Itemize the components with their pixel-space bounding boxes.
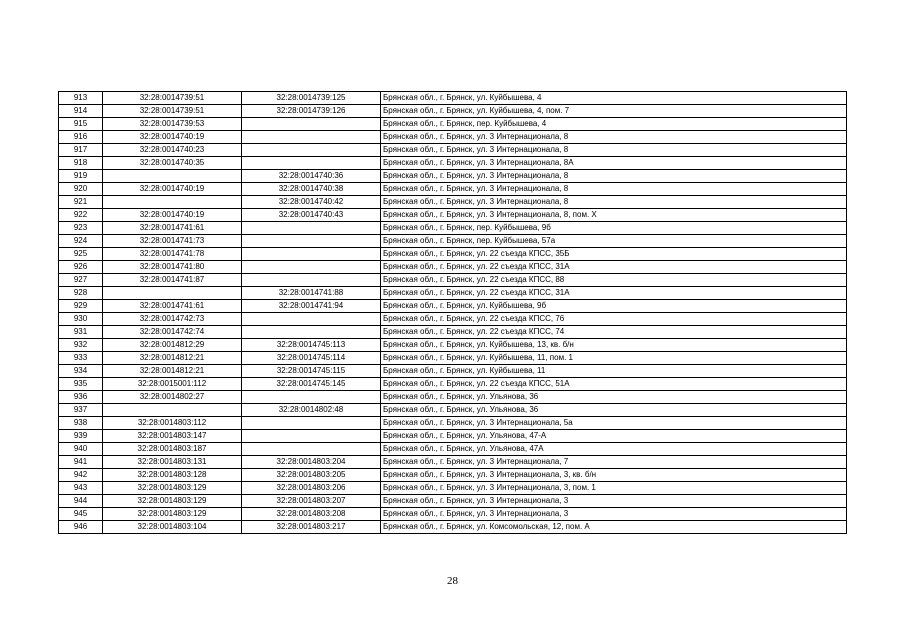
row-number-cell: 928 [59, 287, 103, 300]
building-cadastral-cell: 32:28:0014803:204 [242, 456, 381, 469]
table-row [59, 274, 847, 287]
table-row [59, 209, 847, 222]
row-number-cell: 932 [59, 339, 103, 352]
table-row [59, 443, 847, 456]
parcel-cadastral-cell: 32:28:0014740:19 [103, 209, 242, 222]
table-row [59, 118, 847, 131]
page-number: 28 [447, 575, 458, 587]
address-cell: Брянская обл., г. Брянск, ул. 3 Интернационала, 5а [381, 417, 847, 430]
parcel-cadastral-cell: 32:28:0014741:61 [103, 222, 242, 235]
address-cell: Брянская обл., г. Брянск, ул. 3 Интернационала, 8А [381, 157, 847, 170]
address-cell: Брянская обл., г. Брянск, ул. Куйбышева, 4 [381, 92, 847, 105]
row-number-cell: 944 [59, 495, 103, 508]
parcel-cadastral-cell: 32:28:0014803:128 [103, 469, 242, 482]
address-cell: Брянская обл., г. Брянск, ул. Куйбышева, 11, пом. 1 [381, 352, 847, 365]
address-cell: Брянская обл., г. Брянск, ул. 3 Интернационала, 8 [381, 131, 847, 144]
building-cadastral-cell: 32:28:0014740:36 [242, 170, 381, 183]
table-row [59, 131, 847, 144]
parcel-cadastral-cell: 32:28:0014739:51 [103, 92, 242, 105]
row-number-cell: 922 [59, 209, 103, 222]
address-cell: Брянская обл., г. Брянск, ул. Куйбышева, 13, кв. б/н [381, 339, 847, 352]
table-row [59, 508, 847, 521]
table-row [59, 495, 847, 508]
row-number-cell: 925 [59, 248, 103, 261]
table-row [59, 365, 847, 378]
building-cadastral-cell [242, 235, 381, 248]
row-number-cell: 914 [59, 105, 103, 118]
address-cell: Брянская обл., г. Брянск, ул. Куйбышева, 4, пом. 7 [381, 105, 847, 118]
parcel-cadastral-cell: 32:28:0014802:27 [103, 391, 242, 404]
parcel-cadastral-cell: 32:28:0014740:35 [103, 157, 242, 170]
row-number-cell: 936 [59, 391, 103, 404]
parcel-cadastral-cell: 32:28:0014803:129 [103, 482, 242, 495]
row-number-cell: 913 [59, 92, 103, 105]
row-number-cell: 923 [59, 222, 103, 235]
parcel-cadastral-cell [103, 287, 242, 300]
row-number-cell: 935 [59, 378, 103, 391]
table-row [59, 352, 847, 365]
parcel-cadastral-cell: 32:28:0014803:112 [103, 417, 242, 430]
address-cell: Брянская обл., г. Брянск, ул. 3 Интернационала, 8 [381, 196, 847, 209]
building-cadastral-cell: 32:28:0014745:114 [242, 352, 381, 365]
table-row [59, 222, 847, 235]
table-row [59, 287, 847, 300]
parcel-cadastral-cell: 32:28:0014739:51 [103, 105, 242, 118]
address-cell: Брянская обл., г. Брянск, ул. 3 Интернационала, 7 [381, 456, 847, 469]
building-cadastral-cell: 32:28:0014745:115 [242, 365, 381, 378]
building-cadastral-cell: 32:28:0014740:42 [242, 196, 381, 209]
building-cadastral-cell: 32:28:0014745:113 [242, 339, 381, 352]
address-cell: Брянская обл., г. Брянск, ул. 22 съезда КПСС, 88 [381, 274, 847, 287]
address-cell: Брянская обл., г. Брянск, ул. 3 Интернационала, 8 [381, 183, 847, 196]
address-cell: Брянская обл., г. Брянск, пер. Куйбышева, 57а [381, 235, 847, 248]
table-row [59, 430, 847, 443]
building-cadastral-cell: 32:28:0014803:208 [242, 508, 381, 521]
row-number-cell: 924 [59, 235, 103, 248]
building-cadastral-cell [242, 157, 381, 170]
address-cell: Брянская обл., г. Брянск, ул. 22 съезда КПСС, 74 [381, 326, 847, 339]
table-row [59, 339, 847, 352]
building-cadastral-cell: 32:28:0014803:217 [242, 521, 381, 534]
address-cell: Брянская обл., г. Брянск, ул. Ульянова, 47А [381, 443, 847, 456]
address-cell: Брянская обл., г. Брянск, ул. 3 Интернационала, 3, кв. б/н [381, 469, 847, 482]
parcel-cadastral-cell: 32:28:0014803:131 [103, 456, 242, 469]
table-row [59, 391, 847, 404]
registry-table-body [59, 92, 847, 534]
table-row [59, 248, 847, 261]
address-cell: Брянская обл., г. Брянск, ул. 3 Интернационала, 8 [381, 170, 847, 183]
parcel-cadastral-cell: 32:28:0014740:19 [103, 183, 242, 196]
building-cadastral-cell: 32:28:0014740:43 [242, 209, 381, 222]
building-cadastral-cell [242, 222, 381, 235]
table-row [59, 326, 847, 339]
row-number-cell: 927 [59, 274, 103, 287]
building-cadastral-cell [242, 326, 381, 339]
parcel-cadastral-cell: 32:28:0015001:112 [103, 378, 242, 391]
registry-table [58, 91, 847, 534]
table-row [59, 417, 847, 430]
address-cell: Брянская обл., г. Брянск, ул. 3 Интернационала, 8, пом. Х [381, 209, 847, 222]
row-number-cell: 940 [59, 443, 103, 456]
building-cadastral-cell [242, 391, 381, 404]
building-cadastral-cell [242, 118, 381, 131]
parcel-cadastral-cell [103, 404, 242, 417]
parcel-cadastral-cell: 32:28:0014742:73 [103, 313, 242, 326]
parcel-cadastral-cell: 32:28:0014812:21 [103, 365, 242, 378]
address-cell: Брянская обл., г. Брянск, ул. Ульянова, 36 [381, 391, 847, 404]
address-cell: Брянская обл., г. Брянск, пер. Куйбышева, 9б [381, 222, 847, 235]
row-number-cell: 931 [59, 326, 103, 339]
table-row [59, 313, 847, 326]
row-number-cell: 921 [59, 196, 103, 209]
row-number-cell: 916 [59, 131, 103, 144]
address-cell: Брянская обл., г. Брянск, ул. 22 съезда КПСС, 76 [381, 313, 847, 326]
address-cell: Брянская обл., г. Брянск, ул. 22 съезда КПСС, 31А [381, 287, 847, 300]
parcel-cadastral-cell: 32:28:0014740:19 [103, 131, 242, 144]
address-cell: Брянская обл., г. Брянск, ул. Куйбышева, 11 [381, 365, 847, 378]
row-number-cell: 945 [59, 508, 103, 521]
address-cell: Брянская обл., г. Брянск, ул. Ульянова, 36 [381, 404, 847, 417]
row-number-cell: 938 [59, 417, 103, 430]
building-cadastral-cell: 32:28:0014803:207 [242, 495, 381, 508]
row-number-cell: 917 [59, 144, 103, 157]
row-number-cell: 934 [59, 365, 103, 378]
table-row [59, 378, 847, 391]
building-cadastral-cell: 32:28:0014741:88 [242, 287, 381, 300]
row-number-cell: 930 [59, 313, 103, 326]
row-number-cell: 920 [59, 183, 103, 196]
parcel-cadastral-cell: 32:28:0014812:29 [103, 339, 242, 352]
address-cell: Брянская обл., г. Брянск, ул. 22 съезда КПСС, 51А [381, 378, 847, 391]
parcel-cadastral-cell: 32:28:0014740:23 [103, 144, 242, 157]
parcel-cadastral-cell: 32:28:0014803:104 [103, 521, 242, 534]
row-number-cell: 937 [59, 404, 103, 417]
row-number-cell: 942 [59, 469, 103, 482]
row-number-cell: 943 [59, 482, 103, 495]
row-number-cell: 941 [59, 456, 103, 469]
building-cadastral-cell [242, 417, 381, 430]
parcel-cadastral-cell: 32:28:0014803:147 [103, 430, 242, 443]
building-cadastral-cell: 32:28:0014740:38 [242, 183, 381, 196]
table-row [59, 92, 847, 105]
building-cadastral-cell [242, 144, 381, 157]
building-cadastral-cell: 32:28:0014741:94 [242, 300, 381, 313]
building-cadastral-cell: 32:28:0014739:126 [242, 105, 381, 118]
parcel-cadastral-cell: 32:28:0014803:187 [103, 443, 242, 456]
table-row [59, 469, 847, 482]
row-number-cell: 919 [59, 170, 103, 183]
row-number-cell: 946 [59, 521, 103, 534]
table-row [59, 456, 847, 469]
building-cadastral-cell: 32:28:0014745:145 [242, 378, 381, 391]
table-row [59, 482, 847, 495]
building-cadastral-cell: 32:28:0014803:206 [242, 482, 381, 495]
building-cadastral-cell [242, 430, 381, 443]
parcel-cadastral-cell: 32:28:0014803:129 [103, 508, 242, 521]
building-cadastral-cell: 32:28:0014739:125 [242, 92, 381, 105]
address-cell: Брянская обл., г. Брянск, ул. Комсомольская, 12, пом. А [381, 521, 847, 534]
table-row [59, 105, 847, 118]
table-row [59, 300, 847, 313]
address-cell: Брянская обл., г. Брянск, ул. Ульянова, 47-А [381, 430, 847, 443]
row-number-cell: 933 [59, 352, 103, 365]
building-cadastral-cell [242, 248, 381, 261]
parcel-cadastral-cell: 32:28:0014741:87 [103, 274, 242, 287]
table-row [59, 170, 847, 183]
row-number-cell: 929 [59, 300, 103, 313]
building-cadastral-cell [242, 131, 381, 144]
table-row [59, 235, 847, 248]
parcel-cadastral-cell: 32:28:0014741:73 [103, 235, 242, 248]
table-row [59, 144, 847, 157]
row-number-cell: 918 [59, 157, 103, 170]
address-cell: Брянская обл., г. Брянск, ул. 22 съезда КПСС, 31А [381, 261, 847, 274]
address-cell: Брянская обл., г. Брянск, ул. Куйбышева, 9б [381, 300, 847, 313]
address-cell: Брянская обл., г. Брянск, ул. 22 съезда КПСС, 35Б [381, 248, 847, 261]
row-number-cell: 915 [59, 118, 103, 131]
address-cell: Брянская обл., г. Брянск, ул. 3 Интернационала, 3 [381, 508, 847, 521]
address-cell: Брянская обл., г. Брянск, ул. 3 Интернационала, 3 [381, 495, 847, 508]
row-number-cell: 926 [59, 261, 103, 274]
building-cadastral-cell [242, 443, 381, 456]
parcel-cadastral-cell: 32:28:0014812:21 [103, 352, 242, 365]
parcel-cadastral-cell: 32:28:0014739:53 [103, 118, 242, 131]
building-cadastral-cell [242, 274, 381, 287]
parcel-cadastral-cell: 32:28:0014741:78 [103, 248, 242, 261]
building-cadastral-cell [242, 313, 381, 326]
table-row [59, 261, 847, 274]
parcel-cadastral-cell [103, 170, 242, 183]
table-row [59, 196, 847, 209]
table-row [59, 404, 847, 417]
address-cell: Брянская обл., г. Брянск, ул. 3 Интернационала, 3, пом. 1 [381, 482, 847, 495]
table-row [59, 157, 847, 170]
building-cadastral-cell: 32:28:0014802:48 [242, 404, 381, 417]
building-cadastral-cell: 32:28:0014803:205 [242, 469, 381, 482]
building-cadastral-cell [242, 261, 381, 274]
parcel-cadastral-cell: 32:28:0014741:80 [103, 261, 242, 274]
parcel-cadastral-cell: 32:28:0014741:61 [103, 300, 242, 313]
table-row [59, 183, 847, 196]
parcel-cadastral-cell [103, 196, 242, 209]
row-number-cell: 939 [59, 430, 103, 443]
table-row [59, 521, 847, 534]
parcel-cadastral-cell: 32:28:0014803:129 [103, 495, 242, 508]
address-cell: Брянская обл., г. Брянск, ул. 3 Интернационала, 8 [381, 144, 847, 157]
parcel-cadastral-cell: 32:28:0014742:74 [103, 326, 242, 339]
address-cell: Брянская обл., г. Брянск, пер. Куйбышева, 4 [381, 118, 847, 131]
